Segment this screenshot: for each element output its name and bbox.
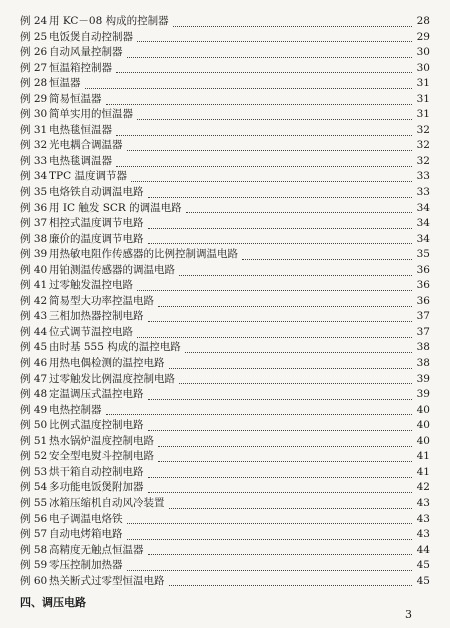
entry-number: 例 32 [20,139,48,152]
entry-page: 42 [416,481,430,494]
dot-leader [127,530,413,540]
dot-leader [179,374,412,384]
entry-number: 例 43 [20,310,48,323]
dot-leader [137,110,412,120]
entry-title: TPC 温度调节器 [49,170,127,183]
entry-page: 39 [416,372,430,385]
entry-number: 例 52 [20,450,48,463]
entry-title: 定温调压式温控电路 [49,388,144,401]
toc-entry [0,543,450,559]
entry-title: 烘干箱自动控制电路 [49,465,144,478]
entry-page: 33 [416,186,430,199]
entry-title: 用 IC 触发 SCR 的调温电路 [49,201,182,214]
toc-entry [0,465,450,481]
entry-page: 43 [416,512,430,525]
entry-title: 用铂测温传感器的调温电路 [49,263,175,276]
dot-leader [148,421,413,431]
dot-leader [158,437,412,447]
toc-entry [0,61,450,77]
dot-leader [169,576,413,586]
dot-leader [85,79,413,89]
entry-page: 39 [416,388,430,401]
entry-title: 电热毯恒温器 [49,123,112,136]
entry-title: 恒温器 [49,77,81,90]
toc-entry [0,356,450,372]
entry-number: 例 50 [20,419,48,432]
entry-title: 恒温箱控制器 [49,61,112,74]
toc-entry [0,169,450,185]
entry-page: 38 [416,341,430,354]
entry-page: 36 [416,294,430,307]
entry-number: 例 39 [20,248,48,261]
entry-page: 33 [416,170,430,183]
entry-page: 32 [416,154,430,167]
entry-number: 例 59 [20,559,48,572]
entry-title: 热水锅炉温度控制电路 [49,434,154,447]
entry-title: 三相加热器控制电路 [49,310,144,323]
entry-number: 例 56 [20,512,48,525]
entry-number: 例 28 [20,77,48,90]
dot-leader [127,514,413,524]
dot-leader [148,390,413,400]
entry-page: 41 [416,465,430,478]
entry-title: 用 KC－08 构成的控制器 [49,15,169,27]
entry-page: 36 [416,263,430,276]
entry-title: 自动风量控制器 [49,46,123,59]
entry-page: 34 [416,232,430,245]
dot-leader [186,203,412,213]
toc-entry [0,278,450,294]
dot-leader [148,312,413,322]
entry-page: 43 [416,496,430,509]
entry-page: 45 [416,574,430,587]
entry-page: 31 [416,77,430,90]
toc-entry [0,512,450,528]
dot-leader [242,250,412,260]
entry-number: 例 31 [20,123,48,136]
entry-number: 例 35 [20,186,48,199]
entry-title: 简易型大功率控温电路 [49,294,154,307]
entry-page: 35 [416,248,430,261]
entry-page: 45 [416,559,430,572]
entry-page: 44 [416,543,430,556]
toc-entry [0,527,450,543]
toc-entry [0,387,450,403]
entry-number: 例 58 [20,543,48,556]
entry-number: 例 40 [20,263,48,276]
dot-leader [148,219,413,229]
dot-leader [179,266,412,276]
dot-leader [137,32,412,42]
entry-title: 电热毯调温器 [49,154,112,167]
dot-leader [173,17,412,27]
toc-entry [0,434,450,450]
entry-number: 例 51 [20,434,48,447]
toc-entry [0,92,450,108]
entry-page: 31 [416,108,430,121]
toc-entry [0,325,450,341]
toc-entry [0,449,450,465]
entry-title: 多功能电饭煲附加器 [49,481,144,494]
toc-entry [0,558,450,574]
entry-page: 43 [416,528,430,541]
dot-leader [127,141,413,151]
entry-page: 40 [416,419,430,432]
entry-page: 30 [416,46,430,59]
entry-title: 用热敏电阻作传感器的比例控制调温电路 [49,248,238,261]
entry-number: 例 44 [20,325,48,338]
dot-leader [158,297,412,307]
entry-number: 例 53 [20,465,48,478]
toc-entry [0,138,450,154]
toc-entry [0,123,450,139]
entry-title: 高精度无触点恒温器 [49,543,144,556]
dot-leader [106,405,413,415]
entry-page: 32 [416,139,430,152]
toc-entry [0,309,450,325]
entry-title: 由时基 555 构成的温控电路 [49,341,181,354]
entry-number: 例 41 [20,279,48,292]
entry-title: 简单实用的恒温器 [49,108,133,121]
dot-leader [116,157,412,167]
entry-number: 例 34 [20,170,48,183]
section-heading: 四、调压电路 [20,596,86,609]
toc-entry [0,107,450,123]
entry-title: 比例式温度控制电路 [49,419,144,432]
entry-number: 例 38 [20,232,48,245]
entry-number: 例 33 [20,154,48,167]
entry-number: 例 57 [20,528,48,541]
toc-entry [0,154,450,170]
entry-number: 例 55 [20,496,48,509]
toc-entry [0,294,450,310]
entry-title: 位式调节温控电路 [49,325,133,338]
entry-number: 例 24 [20,15,48,27]
toc-entry [0,247,450,263]
entry-number: 例 36 [20,201,48,214]
entry-page: 32 [416,123,430,136]
toc-entry [0,201,450,217]
entry-number: 例 42 [20,294,48,307]
toc-entry [0,403,450,419]
entry-number: 例 25 [20,30,48,43]
entry-page: 38 [416,357,430,370]
entry-title: 热关断式过零型恒温电路 [49,574,165,587]
dot-leader [131,172,412,182]
entry-page: 40 [416,434,430,447]
entry-title: 廉价的温度调节电路 [49,232,144,245]
toc-entry [0,185,450,201]
entry-page: 34 [416,201,430,214]
entry-title: 电饭煲自动控制器 [49,30,133,43]
entry-number: 例 29 [20,92,48,105]
entry-number: 例 49 [20,403,48,416]
entry-number: 例 48 [20,388,48,401]
entry-title: 简易恒温器 [49,92,102,105]
dot-leader [148,545,413,555]
dot-leader [127,561,413,571]
dot-leader [148,188,413,198]
entry-page: 41 [416,450,430,463]
toc-entry [0,14,450,30]
dot-leader [148,468,413,478]
entry-title: 光电耦合调温器 [49,139,123,152]
toc-entry [0,480,450,496]
entry-page: 30 [416,61,430,74]
dot-leader [137,281,412,291]
toc-entry [0,340,450,356]
entry-title: 电热控制器 [49,403,102,416]
entry-page: 37 [416,310,430,323]
entry-number: 例 30 [20,108,48,121]
dot-leader [185,343,412,353]
entry-page: 40 [416,403,430,416]
entry-number: 例 60 [20,574,48,587]
entry-title: 自动电烤箱电路 [49,528,123,541]
entry-page: 31 [416,92,430,105]
dot-leader [116,126,412,136]
entry-title: 零压控制加热器 [49,559,123,572]
entry-title: 电烙铁自动调温电路 [49,186,144,199]
toc-entry [0,232,450,248]
entry-page: 34 [416,217,430,230]
dot-leader [148,234,413,244]
entry-title: 电子调温电烙铁 [49,512,123,525]
dot-leader [158,452,412,462]
entry-number: 例 27 [20,61,48,74]
entry-title: 安全型电熨斗控制电路 [49,450,154,463]
toc-entry [0,496,450,512]
entry-number: 例 47 [20,372,48,385]
entry-number: 例 37 [20,217,48,230]
dot-leader [169,359,413,369]
toc-entry [0,372,450,388]
dot-leader [169,499,413,509]
toc-entry [0,574,450,590]
page-number: 3 [405,608,412,621]
dot-leader [127,48,413,58]
dot-leader [116,63,412,73]
toc-entry [0,216,450,232]
entry-title: 冰箱压缩机自动风冷装置 [49,496,165,509]
toc-list [0,14,450,589]
dot-leader [106,95,413,105]
toc-entry [0,76,450,92]
dot-leader [148,483,413,493]
entry-title: 相控式温度调节电路 [49,217,144,230]
entry-number: 例 46 [20,357,48,370]
entry-page: 36 [416,279,430,292]
entry-title: 过零触发比例温度控制电路 [49,372,175,385]
toc-entry [0,30,450,46]
entry-page: 29 [416,30,430,43]
entry-page: 28 [416,15,430,27]
entry-title: 用热电偶检测的温控电路 [49,357,165,370]
entry-number: 例 45 [20,341,48,354]
toc-entry [0,45,450,61]
entry-title: 过零触发温控电路 [49,279,133,292]
dot-leader [137,328,412,338]
entry-number: 例 26 [20,46,48,59]
toc-entry [0,418,450,434]
toc-entry [0,263,450,279]
entry-number: 例 54 [20,481,48,494]
entry-page: 37 [416,325,430,338]
